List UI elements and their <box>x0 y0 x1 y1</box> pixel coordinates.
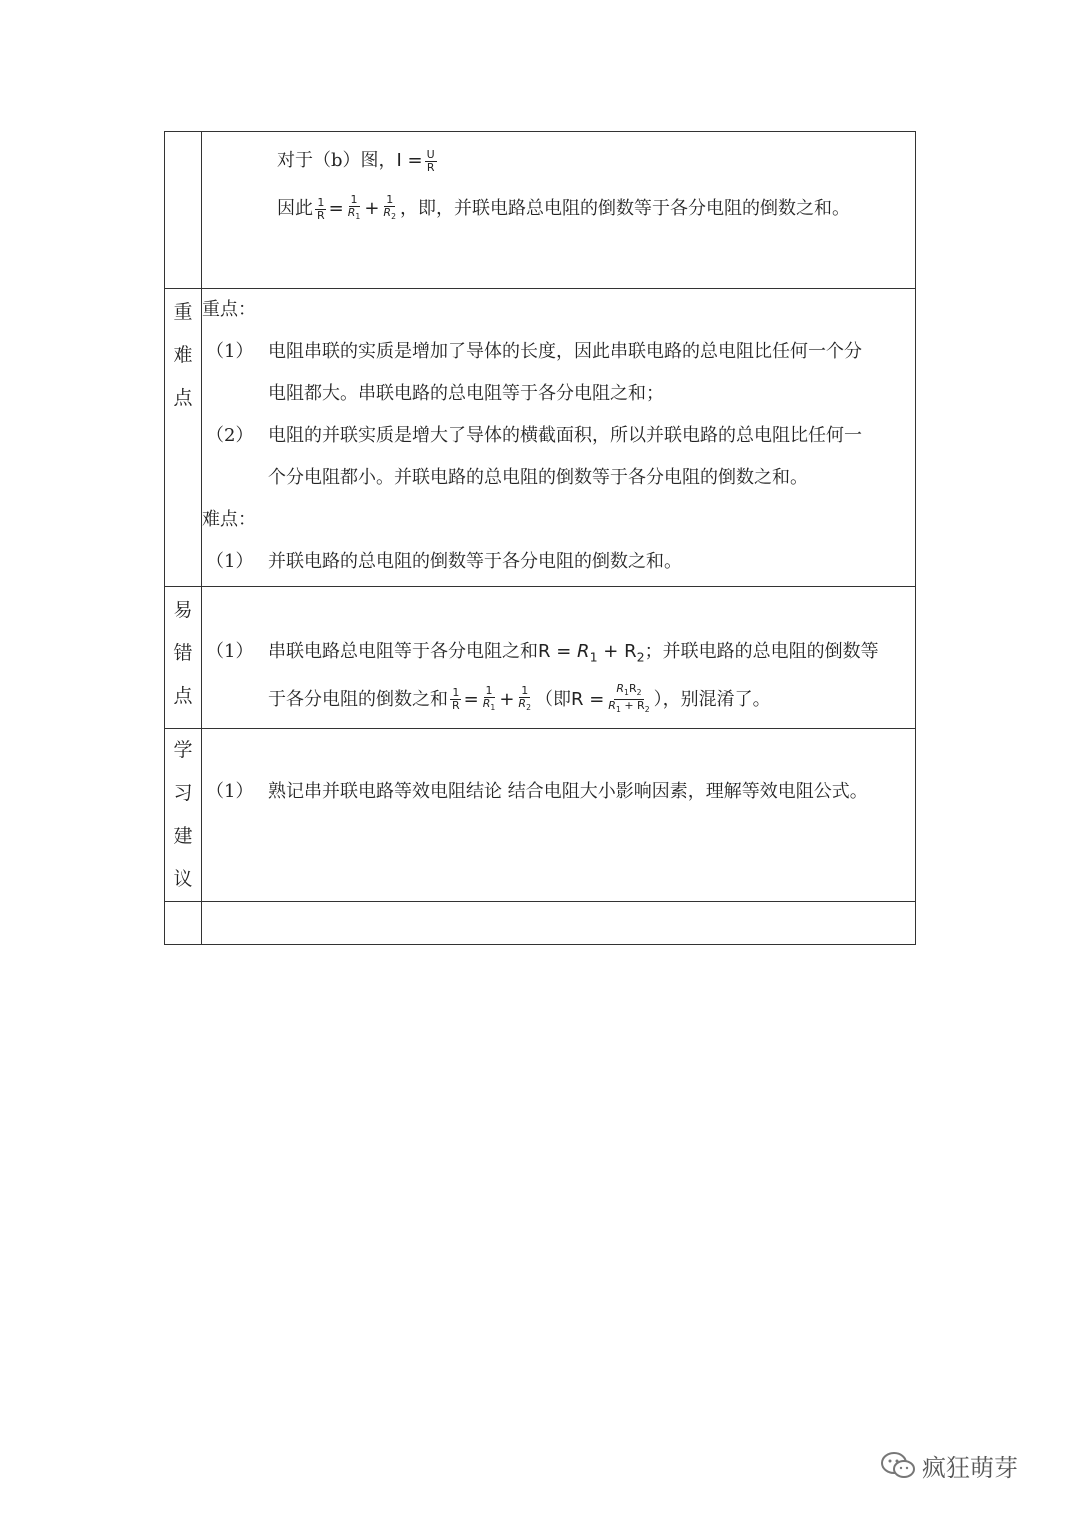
empty-label-cell <box>165 132 202 289</box>
mistakes-row <box>165 587 916 729</box>
wechat-icon <box>880 1451 916 1481</box>
advice-content <box>202 729 916 902</box>
watermark <box>880 1448 1018 1483</box>
difficult-item: （1） 并联电路的总电阻的倒数等于各分电阻的倒数之和。 <box>206 551 682 572</box>
key-point-item: （2） 电阻的并联实质是增大了导体的横截面积，所以并联电路的总电阻比任何一 个分电阻都小。并联电路的总电阻的倒数等于各分电阻的倒数之和。 <box>206 425 862 488</box>
watermark-text: 疯狂萌芽 <box>922 1454 1018 1482</box>
formula-content <box>202 132 916 289</box>
formula-line-1: 对于（b）图，I = $\frac{U}{R}$ <box>277 147 435 174</box>
formula-line-2: 因此 $\frac{1}{R}$ = $\frac{1}{R_1}$ + $\frac{1}{R_2}$ ，即，并联电路总电阻的倒数等于各分电阻的倒数之和。 <box>277 193 850 222</box>
key-points-row <box>165 289 916 587</box>
key-points-label: 重 难 点 <box>165 289 202 587</box>
mistakes-content <box>202 587 916 729</box>
empty-row <box>165 902 916 945</box>
lesson-table <box>164 131 916 945</box>
key-point-item: （1） 电阻串联的实质是增加了导体的长度，因此串联电路的总电阻比任何一个分 电阻都大。串联电路的总电阻等于各分电阻之和； <box>206 341 862 404</box>
advice-label: 学 习 建 议 <box>165 729 202 902</box>
mistakes-label: 易 错 点 <box>165 587 202 729</box>
key-points-heading: 重点： <box>202 299 256 320</box>
fraction-u-over-r: $\frac{U}{R}$ <box>426 147 435 174</box>
advice-row <box>165 729 916 902</box>
formula-row <box>165 132 916 289</box>
mistake-item: （1） 串联电路总电阻等于各分电阻之和$R = R_1 + R_2$；并联电路的总电阻的倒数等 于各分电阻的倒数之和 $\frac{1}{R}$ = $\frac{1}{R_1}$ + $\frac{1}{R_2}$ （即R = $\frac{R_1R_2}{R_1 + R_2}$ ），别混淆了。 <box>206 641 879 715</box>
key-points-content <box>202 289 916 587</box>
advice-item: （1） 熟记串并联电路等效电阻结论 结合电阻大小影响因素，理解等效电阻公式。 <box>206 781 868 802</box>
difficult-heading: 难点： <box>202 509 256 530</box>
